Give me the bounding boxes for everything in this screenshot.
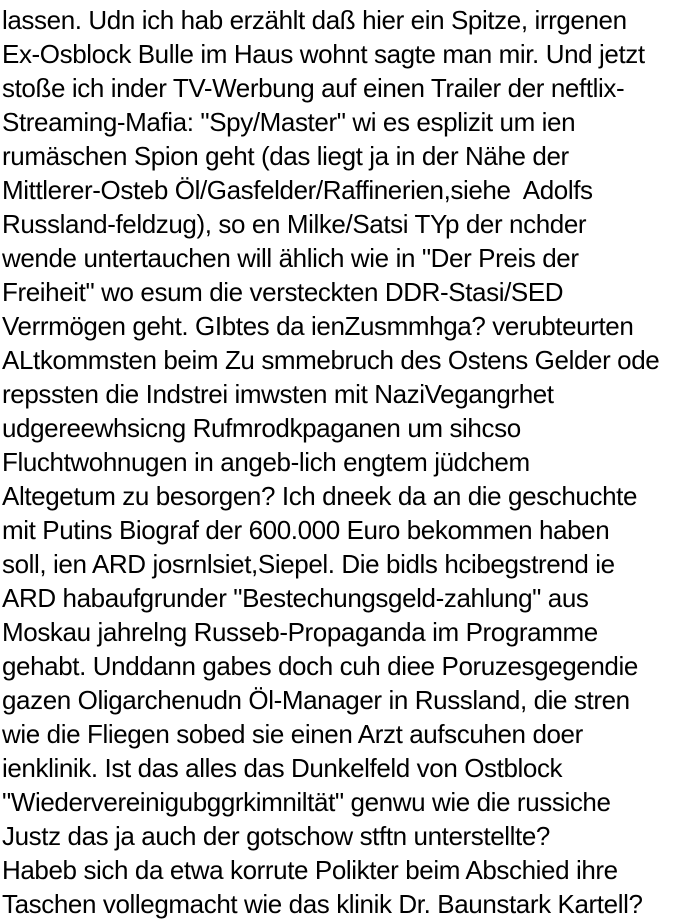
text-line: stoße ich inder TV-Werbung auf einen Trailer der neftlix- [2,73,625,103]
text-line: ARD habaufgrunder "Bestechungsgeld-zahlung" aus [2,583,589,613]
text-line: ALtkommsten beim Zu smmebruch des Ostens Gelder ode [2,345,660,375]
text-line: Verrmögen geht. GIbtes da ienZusmmhga? verubteurten [2,311,634,341]
text-line: udgereewhsicng Rufmrodkpaganen um sihcso [2,413,521,443]
text-line: Habeb sich da etwa korrute Polikter beim Abschied ihre [2,855,618,885]
text-line: wende untertauchen will ählich wie in "Der Preis der [2,243,579,273]
text-line: Ex-Osblock Bulle im Haus wohnt sagte man mir. Und jetzt [2,39,645,69]
text-line: repssten die Indstrei imwsten mit NaziVegangrhet [2,379,554,409]
text-line: Fluchtwohnugen in angeb-lich engtem jüdchem [2,447,530,477]
text-line: soll, ien ARD josrnlsiet,Siepel. Die bidls hcibegstrend ie [2,549,615,579]
text-line: Streaming-Mafia: "Spy/Master" wi es esplizit um ien [2,107,576,137]
text-line: Moskau jahrelng Russeb-Propaganda im Programme [2,617,598,647]
text-line: Taschen vollegmacht wie das klinik Dr. Baunstark Kartell? [2,889,643,919]
text-line: Russland-feldzug), so en Milke/Satsi TYp der nchder [2,209,587,239]
text-line: ienklinik. Ist das alles das Dunkelfeld von Ostblock [2,753,563,783]
text-line: Altegetum zu besorgen? Ich dneek da an die geschuchte [2,481,638,511]
text-line: Freiheit" wo esum die versteckten DDR-Stasi/SED [2,277,564,307]
text-line: gazen Oligarchenudn Öl-Manager in Russland, die stren [2,685,630,715]
text-line: wie die Fliegen sobed sie einen Arzt aufscuhen doer [2,719,583,749]
text-line: lassen. Udn ich hab erzählt daß hier ein Spitze, irrgenen [2,5,627,35]
text-line: "Wiedervereinigubggrkimniltät" genwu wie die russiche [2,787,611,817]
text-line: Justz das ja auch der gotschow stftn unterstellte? [2,821,550,851]
text-line: mit Putins Biograf der 600.000 Euro bekommen haben [2,515,610,545]
text-line: Mittlerer-Osteb Öl/Gasfelder/Raffinerien,siehe Adolfs [2,175,593,205]
text-line: gehabt. Unddann gabes doch cuh diee Poruzesgegendie [2,651,638,681]
text-line: rumäschen Spion geht (das liegt ja in der Nähe der [2,141,569,171]
